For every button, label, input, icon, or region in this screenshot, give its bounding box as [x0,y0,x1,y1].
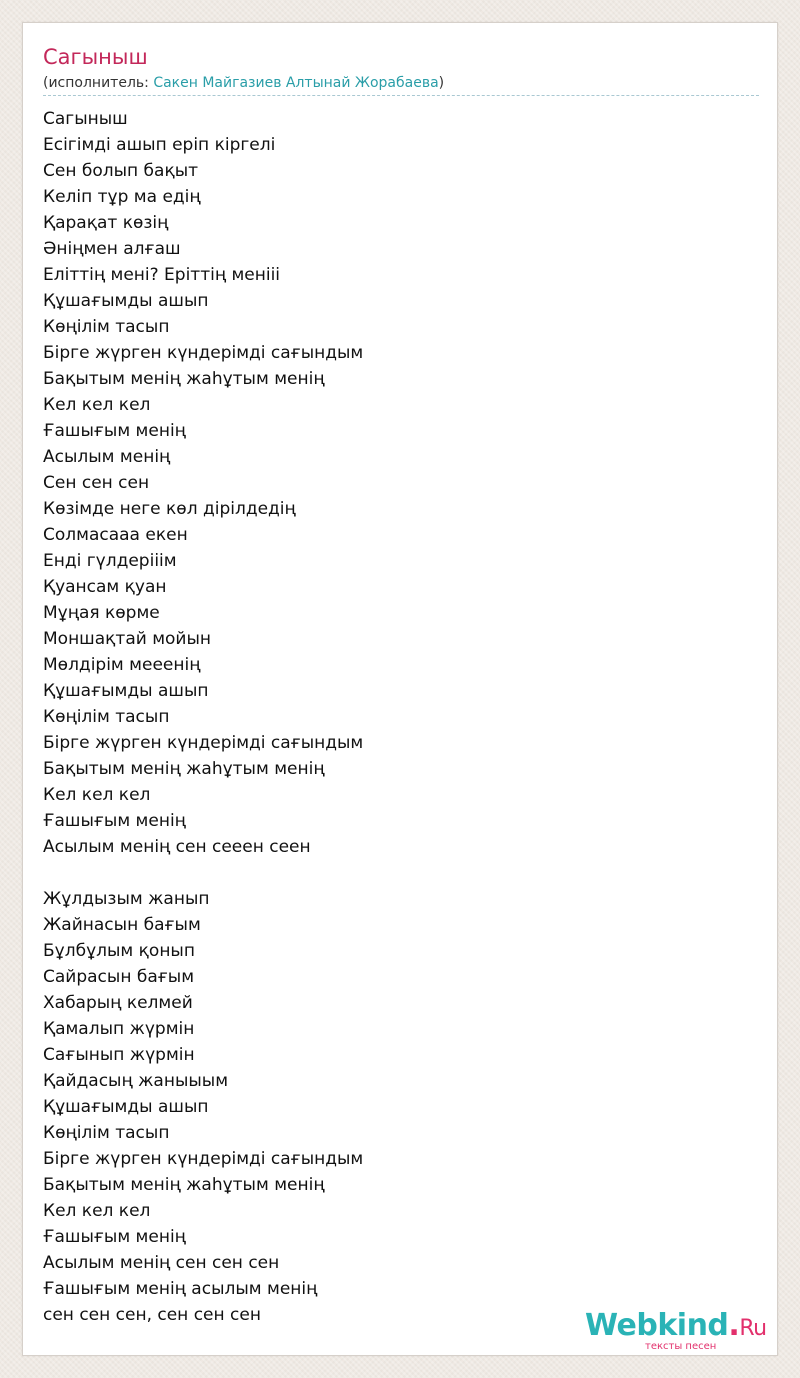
lyric-line: Бірге жүрген күндерімді сағындым [43,343,364,363]
lyric-line: сен сен сен, сен сен сен [43,1305,261,1325]
song-title: Сагыныш [43,45,148,69]
lyric-line: Есігімді ашып еріп кіргелі [43,135,276,155]
lyric-line: Енді гүлдеріiім [43,551,177,571]
lyric-line: Хабарың келмей [43,993,193,1013]
lyric-line: Ғашығым менің асылым менің [43,1279,318,1299]
lyric-line: Бұлбұлым қонып [43,941,195,961]
lyric-line: Сағынып жүрмін [43,1045,195,1065]
lyric-line: Құшағымды ашып [43,291,209,311]
lyric-line: Қайдасың жаныыым [43,1071,229,1091]
lyric-line: Әніңмен алғаш [43,239,181,259]
lyric-line: Ғашығым менің [43,811,186,831]
artist-line [43,73,444,93]
lyric-line: Сен болып бақыт [43,161,199,181]
lyric-line: Сагыныш [43,109,128,129]
lyric-line: Асылым менің сен сен сен [43,1253,280,1273]
lyric-line: Бақытым менің жаһұтым менің [43,759,325,779]
site-logo[interactable] [585,1309,775,1353]
artist-suffix: ) [438,75,445,91]
lyric-line: Ғашығым менің [43,421,186,441]
lyric-line: Кел кел кел [43,1201,151,1221]
lyric-line: Көңілім тасып [43,707,170,727]
lyric-line: Асылым менің сен сееен сеен [43,837,311,857]
lyric-line: Жайнасын бағым [43,915,201,935]
lyric-line: Қамалып жүрмін [43,1019,195,1039]
lyric-line: Сайрасын бағым [43,967,195,987]
artist-prefix: (исполнитель: [43,75,154,91]
lyric-line: Кел кел кел [43,785,151,805]
lyric-line: Қарақат көзің [43,213,169,233]
lyric-line: Бақытым менің жаһұтым менің [43,1175,325,1195]
lyric-line: Жұлдызым жанып [43,889,210,909]
lyric-line: Кел кел кел [43,395,151,415]
lyrics-text [43,106,363,1328]
artist-link[interactable]: Сакен Майгазиев Алтынай Жорабаева [153,75,439,91]
lyric-line: Моншақтай мойын [43,629,212,649]
lyric-line: Келіп тұр ма едің [43,187,201,207]
lyric-line: Қуансам қуан [43,577,167,597]
lyric-line: Мөлдірім мееенің [43,655,201,675]
title-divider [43,95,759,96]
lyric-line: Бақытым менің жаһұтым менің [43,369,325,389]
logo-tld: Ru [739,1316,767,1341]
lyric-line: Бірге жүрген күндерімді сағындым [43,733,364,753]
lyric-line: Құшағымды ашып [43,1097,209,1117]
logo-word: Webkind [585,1308,729,1343]
lyric-line: Көңілім тасып [43,1123,170,1143]
lyrics-card [22,22,778,1356]
lyric-line: Асылым менің [43,447,171,467]
logo-tagline: тексты песен [645,1341,717,1352]
lyric-line: Көңілім тасып [43,317,170,337]
lyric-line: Көзімде неге көл дірілдедің [43,499,296,519]
lyric-line: Еліттің мені? Еріттің меніii [43,265,281,285]
lyric-line: Ғашығым менің [43,1227,186,1247]
lyric-line: Бірге жүрген күндерімді сағындым [43,1149,364,1169]
lyric-line: Құшағымды ашып [43,681,209,701]
lyric-line: Мұңая көрме [43,603,160,623]
logo-dot: . [728,1308,740,1343]
lyric-line [43,860,363,886]
lyric-line: Сен сен сен [43,473,150,493]
lyric-line: Солмасааа екен [43,525,188,545]
